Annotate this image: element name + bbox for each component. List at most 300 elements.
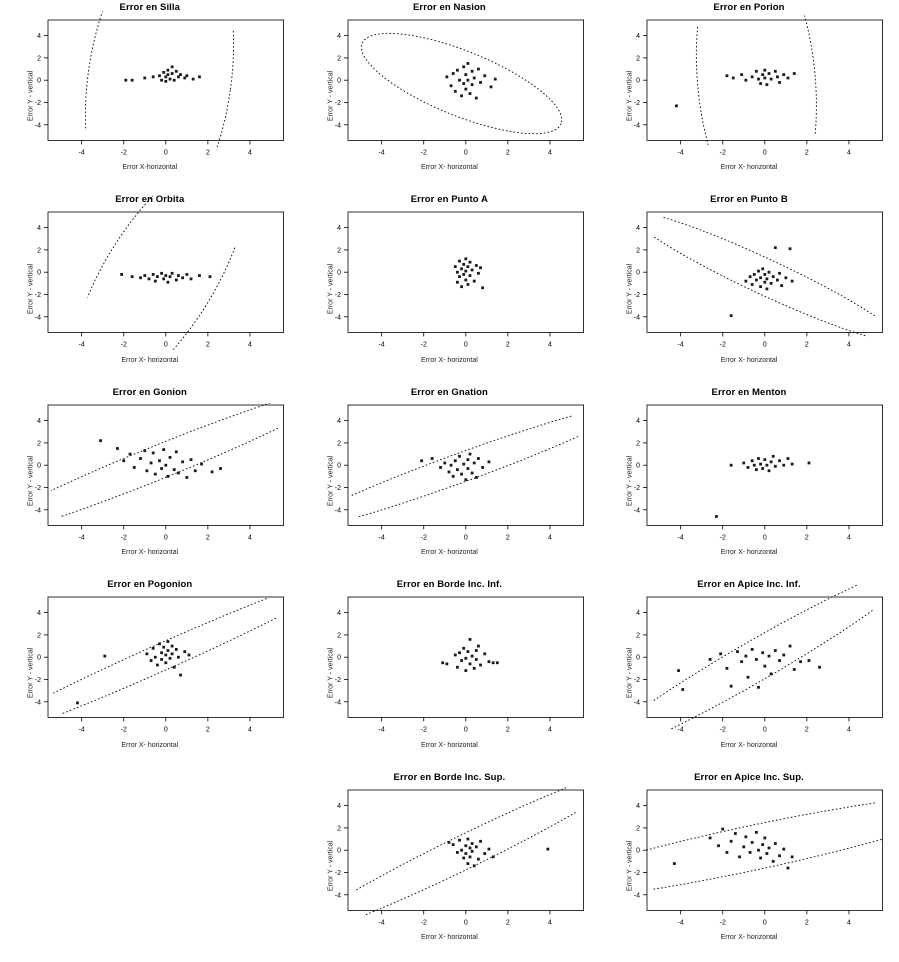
data-point bbox=[481, 466, 484, 469]
data-point bbox=[150, 659, 153, 662]
data-point bbox=[751, 283, 754, 286]
y-axis-label: Error Y - vertical bbox=[327, 263, 335, 314]
data-point bbox=[152, 451, 155, 454]
plot-area bbox=[300, 577, 600, 769]
data-point bbox=[162, 448, 165, 451]
data-point bbox=[156, 664, 159, 667]
data-point bbox=[764, 281, 767, 284]
x-tick-label: -4 bbox=[677, 534, 684, 542]
x-tick-label: 0 bbox=[163, 534, 168, 542]
confidence-ellipse bbox=[685, 0, 828, 192]
y-tick-label: -2 bbox=[34, 292, 41, 300]
x-axis-label: Error X- horizontal bbox=[720, 549, 778, 557]
data-point bbox=[456, 666, 459, 669]
y-tick-label: 2 bbox=[336, 824, 341, 832]
panel-title: Error en Orbita bbox=[115, 194, 185, 206]
confidence-ellipse bbox=[599, 577, 899, 769]
data-point bbox=[747, 466, 750, 469]
confidence-ellipse bbox=[350, 13, 573, 153]
data-points bbox=[677, 645, 821, 691]
data-point bbox=[475, 845, 478, 848]
plot-area bbox=[0, 385, 300, 577]
x-tick-label: -2 bbox=[719, 341, 727, 349]
data-point bbox=[730, 315, 733, 318]
data-point bbox=[160, 652, 163, 655]
x-axis-label: Error X- horizontal bbox=[720, 933, 778, 941]
data-point bbox=[778, 659, 781, 662]
data-point bbox=[778, 854, 781, 857]
scatter-panel bbox=[300, 770, 600, 962]
data-point bbox=[466, 862, 469, 865]
data-point bbox=[496, 662, 499, 665]
y-tick-label: 4 bbox=[37, 610, 41, 618]
data-point bbox=[757, 686, 760, 689]
x-tick-label: -2 bbox=[719, 149, 727, 157]
y-tick-label: 2 bbox=[37, 440, 41, 448]
data-point bbox=[451, 72, 454, 75]
data-point bbox=[145, 653, 148, 656]
y-tick-label: -4 bbox=[633, 699, 641, 707]
data-point bbox=[124, 79, 127, 82]
data-point bbox=[468, 638, 471, 641]
x-tick-label: 2 bbox=[505, 341, 510, 349]
data-point bbox=[772, 276, 775, 279]
x-tick-label: 0 bbox=[763, 149, 767, 157]
y-tick-label: -4 bbox=[334, 699, 341, 707]
x-tick-label: 0 bbox=[763, 341, 767, 349]
data-point bbox=[487, 460, 490, 463]
x-tick-label: -4 bbox=[677, 726, 684, 734]
data-point bbox=[757, 848, 760, 851]
data-point bbox=[143, 275, 146, 278]
panel-title: Error en Borde Inc. Inf. bbox=[396, 579, 503, 591]
y-tick-label: 2 bbox=[336, 247, 341, 255]
data-point bbox=[787, 77, 790, 80]
data-point bbox=[778, 81, 781, 84]
data-point bbox=[709, 658, 712, 661]
panel-title: Error en Apice Inc. Inf. bbox=[697, 579, 801, 591]
data-point bbox=[808, 659, 811, 662]
data-point bbox=[464, 279, 467, 282]
data-point bbox=[456, 851, 459, 854]
x-tick-label: 2 bbox=[205, 149, 210, 157]
data-point bbox=[169, 456, 172, 459]
y-axis-label: Error Y - vertical bbox=[626, 840, 634, 891]
data-point bbox=[150, 461, 153, 464]
data-point bbox=[466, 62, 469, 65]
y-tick-label: -4 bbox=[633, 891, 641, 899]
y-tick-label: 4 bbox=[336, 610, 341, 618]
data-point bbox=[462, 647, 465, 650]
data-point bbox=[443, 461, 446, 464]
y-tick-label: 4 bbox=[336, 802, 341, 810]
data-point bbox=[468, 261, 471, 264]
data-point bbox=[751, 75, 754, 78]
plot-area bbox=[599, 385, 899, 577]
data-point bbox=[774, 247, 777, 250]
data-point bbox=[162, 278, 165, 281]
data-point bbox=[171, 272, 174, 275]
data-point bbox=[164, 275, 167, 278]
y-tick-label: 2 bbox=[37, 247, 41, 255]
data-point bbox=[177, 275, 180, 278]
scatter-panel bbox=[300, 577, 600, 769]
y-tick-label: -2 bbox=[334, 99, 341, 107]
data-point bbox=[173, 666, 176, 669]
data-point bbox=[491, 855, 494, 858]
data-point bbox=[759, 82, 762, 85]
data-point bbox=[734, 832, 737, 835]
data-point bbox=[173, 79, 176, 82]
data-point bbox=[456, 468, 459, 471]
y-tick-label: 4 bbox=[636, 33, 641, 41]
y-tick-label: 0 bbox=[636, 270, 641, 278]
data-point bbox=[755, 279, 758, 282]
data-point bbox=[770, 282, 773, 285]
data-point bbox=[160, 658, 163, 661]
x-tick-label: 4 bbox=[247, 341, 252, 349]
data-point bbox=[778, 459, 781, 462]
data-point bbox=[152, 647, 155, 650]
data-point bbox=[190, 278, 193, 281]
data-point bbox=[188, 654, 191, 657]
data-point bbox=[169, 78, 172, 81]
data-point bbox=[766, 83, 769, 86]
data-point bbox=[745, 835, 748, 838]
data-point bbox=[152, 75, 155, 78]
data-points bbox=[76, 640, 190, 704]
y-tick-label: 2 bbox=[636, 440, 641, 448]
x-axis-label: Error X- horizontal bbox=[121, 741, 179, 749]
data-point bbox=[131, 79, 134, 82]
data-point bbox=[774, 649, 777, 652]
data-points bbox=[715, 455, 810, 518]
x-tick-label: 4 bbox=[847, 726, 852, 734]
confidence-ellipse bbox=[39, 192, 279, 384]
x-tick-label: -2 bbox=[120, 726, 127, 734]
data-point bbox=[175, 279, 178, 282]
plot-area bbox=[0, 0, 300, 192]
x-tick-label: 2 bbox=[805, 918, 810, 926]
data-point bbox=[475, 658, 478, 661]
plot-frame bbox=[647, 790, 883, 910]
y-tick-label: 2 bbox=[336, 440, 341, 448]
data-point bbox=[154, 472, 157, 475]
data-point bbox=[768, 271, 771, 274]
panel-title: Error en Porion bbox=[713, 2, 785, 13]
data-point bbox=[460, 848, 463, 851]
x-tick-label: 2 bbox=[505, 918, 510, 926]
y-tick-label: -2 bbox=[633, 484, 641, 492]
scatter-panel bbox=[599, 192, 899, 384]
data-point bbox=[793, 668, 796, 671]
data-point bbox=[477, 857, 480, 860]
data-point bbox=[160, 272, 163, 275]
data-point bbox=[167, 475, 170, 478]
data-point bbox=[156, 276, 159, 279]
data-point bbox=[483, 74, 486, 77]
data-point bbox=[185, 476, 188, 479]
data-point bbox=[468, 663, 471, 666]
y-tick-label: 0 bbox=[636, 462, 641, 470]
data-point bbox=[470, 849, 473, 852]
data-point bbox=[76, 702, 79, 705]
y-axis-label: Error Y - vertical bbox=[327, 840, 335, 891]
data-point bbox=[466, 266, 469, 269]
data-point bbox=[460, 94, 463, 97]
data-point bbox=[456, 69, 459, 72]
x-axis-label: Error X- horizontal bbox=[420, 549, 478, 557]
data-point bbox=[757, 270, 760, 273]
data-point bbox=[466, 650, 469, 653]
y-tick-label: -4 bbox=[34, 314, 41, 322]
x-tick-label: 2 bbox=[805, 726, 810, 734]
data-point bbox=[468, 855, 471, 858]
x-tick-label: 4 bbox=[247, 726, 252, 734]
confidence-ellipse bbox=[0, 577, 300, 753]
y-tick-label: 4 bbox=[636, 417, 641, 425]
data-point bbox=[472, 77, 475, 80]
data-point bbox=[766, 288, 769, 291]
data-point bbox=[177, 471, 180, 474]
data-point bbox=[487, 847, 490, 850]
data-point bbox=[477, 645, 480, 648]
data-point bbox=[766, 464, 769, 467]
data-point bbox=[759, 462, 762, 465]
data-point bbox=[730, 839, 733, 842]
y-tick-label: 4 bbox=[636, 802, 641, 810]
y-tick-label: -2 bbox=[334, 292, 341, 300]
data-points bbox=[99, 439, 222, 479]
data-point bbox=[451, 475, 454, 478]
scatter-panel bbox=[599, 770, 899, 962]
data-point bbox=[475, 265, 478, 268]
x-tick-label: 2 bbox=[205, 341, 210, 349]
y-tick-label: -4 bbox=[334, 122, 341, 130]
data-point bbox=[460, 286, 463, 289]
x-axis-label: Error X- horizontal bbox=[420, 356, 478, 364]
data-point bbox=[776, 279, 779, 282]
plot-area bbox=[0, 577, 300, 769]
data-point bbox=[682, 688, 685, 691]
data-point bbox=[791, 462, 794, 465]
data-point bbox=[169, 276, 172, 279]
y-tick-label: 0 bbox=[336, 654, 341, 662]
y-axis-label: Error Y - vertical bbox=[27, 455, 35, 507]
scatter-panel bbox=[0, 192, 300, 384]
data-point bbox=[755, 70, 758, 73]
y-tick-label: 4 bbox=[37, 225, 41, 233]
data-point bbox=[483, 653, 486, 656]
y-tick-label: 2 bbox=[336, 55, 341, 63]
data-point bbox=[789, 645, 792, 648]
data-point bbox=[139, 277, 142, 280]
data-point bbox=[753, 464, 756, 467]
data-point bbox=[462, 82, 465, 85]
y-tick-label: 2 bbox=[37, 55, 41, 63]
data-point bbox=[464, 852, 467, 855]
data-points bbox=[445, 62, 496, 99]
x-tick-label: 2 bbox=[505, 534, 510, 542]
plot-frame bbox=[48, 597, 284, 717]
data-point bbox=[451, 843, 454, 846]
data-point bbox=[175, 70, 178, 73]
data-point bbox=[715, 515, 718, 518]
data-point bbox=[764, 458, 767, 461]
data-point bbox=[675, 104, 678, 107]
data-point bbox=[745, 280, 748, 283]
data-point bbox=[177, 656, 180, 659]
y-tick-label: 0 bbox=[37, 270, 41, 278]
data-point bbox=[181, 460, 184, 463]
x-axis-label: Error X- horizontal bbox=[720, 741, 778, 749]
data-point bbox=[764, 69, 767, 72]
data-point bbox=[470, 269, 473, 272]
data-point bbox=[730, 464, 733, 467]
data-point bbox=[487, 660, 490, 663]
plot-frame bbox=[48, 212, 284, 332]
scatter-panel bbox=[300, 0, 600, 192]
x-tick-label: 2 bbox=[805, 149, 810, 157]
y-tick-label: 4 bbox=[336, 225, 341, 233]
y-tick-label: 2 bbox=[636, 55, 641, 63]
data-point bbox=[145, 469, 148, 472]
data-points bbox=[120, 272, 211, 284]
scatter-panel bbox=[599, 0, 899, 192]
x-tick-label: -4 bbox=[378, 534, 385, 542]
panel-title: Error en Silla bbox=[119, 2, 181, 13]
y-tick-label: -2 bbox=[334, 869, 341, 877]
data-point bbox=[470, 471, 473, 474]
data-point bbox=[171, 72, 174, 75]
x-tick-label: 2 bbox=[505, 726, 510, 734]
x-tick-label: 0 bbox=[463, 918, 468, 926]
scatter-panel bbox=[0, 385, 300, 577]
x-tick-label: 4 bbox=[547, 341, 552, 349]
plot-area bbox=[599, 577, 899, 769]
data-point bbox=[185, 273, 188, 276]
data-point bbox=[179, 73, 182, 76]
data-point bbox=[139, 457, 142, 460]
panel-title: Error en Apice Inc. Sup. bbox=[694, 771, 804, 783]
x-tick-label: -2 bbox=[719, 534, 727, 542]
data-point bbox=[717, 844, 720, 847]
y-tick-label: 0 bbox=[37, 654, 41, 662]
data-point bbox=[793, 72, 796, 75]
data-point bbox=[445, 75, 448, 78]
data-point bbox=[770, 673, 773, 676]
panel-title: Error en Gnation bbox=[410, 386, 488, 398]
data-point bbox=[791, 855, 794, 858]
data-point bbox=[783, 73, 786, 76]
x-tick-label: 4 bbox=[847, 341, 852, 349]
data-point bbox=[162, 646, 165, 649]
y-tick-label: 2 bbox=[37, 632, 41, 640]
data-point bbox=[787, 866, 790, 869]
data-point bbox=[167, 73, 170, 76]
data-point bbox=[164, 654, 167, 657]
data-point bbox=[472, 667, 475, 670]
data-point bbox=[460, 472, 463, 475]
data-point bbox=[493, 78, 496, 81]
data-point bbox=[466, 283, 469, 286]
panel-title: Error en Menton bbox=[711, 386, 787, 398]
data-point bbox=[464, 88, 467, 91]
data-points bbox=[673, 827, 794, 869]
data-point bbox=[464, 657, 467, 660]
x-tick-label: 4 bbox=[547, 149, 552, 157]
x-tick-label: -2 bbox=[120, 534, 127, 542]
y-tick-label: -4 bbox=[34, 699, 41, 707]
x-tick-label: 0 bbox=[463, 726, 468, 734]
data-point bbox=[479, 839, 482, 842]
x-tick-label: 0 bbox=[463, 341, 468, 349]
data-point bbox=[131, 276, 134, 279]
data-point bbox=[759, 277, 762, 280]
data-point bbox=[726, 851, 729, 854]
data-point bbox=[477, 457, 480, 460]
y-tick-label: -4 bbox=[633, 314, 641, 322]
data-point bbox=[464, 258, 467, 261]
y-axis-label: Error Y - vertical bbox=[626, 648, 634, 699]
y-tick-label: 0 bbox=[636, 654, 641, 662]
data-point bbox=[462, 65, 465, 68]
y-tick-label: 4 bbox=[636, 610, 641, 618]
data-point bbox=[761, 73, 764, 76]
data-point bbox=[99, 439, 102, 442]
data-point bbox=[466, 458, 469, 461]
data-point bbox=[458, 455, 461, 458]
data-point bbox=[175, 648, 178, 651]
plot-frame bbox=[647, 20, 883, 140]
data-point bbox=[158, 459, 161, 462]
data-point bbox=[148, 278, 151, 281]
data-point bbox=[477, 68, 480, 71]
data-point bbox=[462, 273, 465, 276]
plot-area bbox=[599, 0, 899, 192]
data-point bbox=[491, 662, 494, 665]
data-point bbox=[167, 281, 170, 284]
data-point bbox=[472, 280, 475, 283]
x-tick-label: 2 bbox=[205, 726, 210, 734]
y-tick-label: -2 bbox=[633, 677, 641, 685]
y-tick-label: 2 bbox=[636, 247, 641, 255]
data-point bbox=[791, 280, 794, 283]
data-point bbox=[768, 72, 771, 75]
data-point bbox=[774, 70, 777, 73]
y-tick-label: -2 bbox=[34, 484, 41, 492]
data-point bbox=[757, 78, 760, 81]
data-point bbox=[481, 287, 484, 290]
x-tick-label: -2 bbox=[420, 341, 427, 349]
x-tick-label: -4 bbox=[378, 341, 385, 349]
scatter-panel bbox=[300, 192, 600, 384]
data-point bbox=[116, 447, 119, 450]
data-point bbox=[764, 77, 767, 80]
x-tick-label: -4 bbox=[378, 726, 385, 734]
y-tick-label: -2 bbox=[633, 99, 641, 107]
y-tick-label: 0 bbox=[37, 77, 41, 85]
plot-area bbox=[300, 385, 600, 577]
y-tick-label: 2 bbox=[636, 632, 641, 640]
plot-area bbox=[300, 192, 600, 384]
data-point bbox=[479, 81, 482, 84]
plot-area bbox=[300, 770, 600, 962]
x-tick-label: -2 bbox=[420, 534, 427, 542]
x-tick-label: -2 bbox=[420, 918, 427, 926]
data-point bbox=[776, 75, 779, 78]
data-point bbox=[445, 663, 448, 666]
